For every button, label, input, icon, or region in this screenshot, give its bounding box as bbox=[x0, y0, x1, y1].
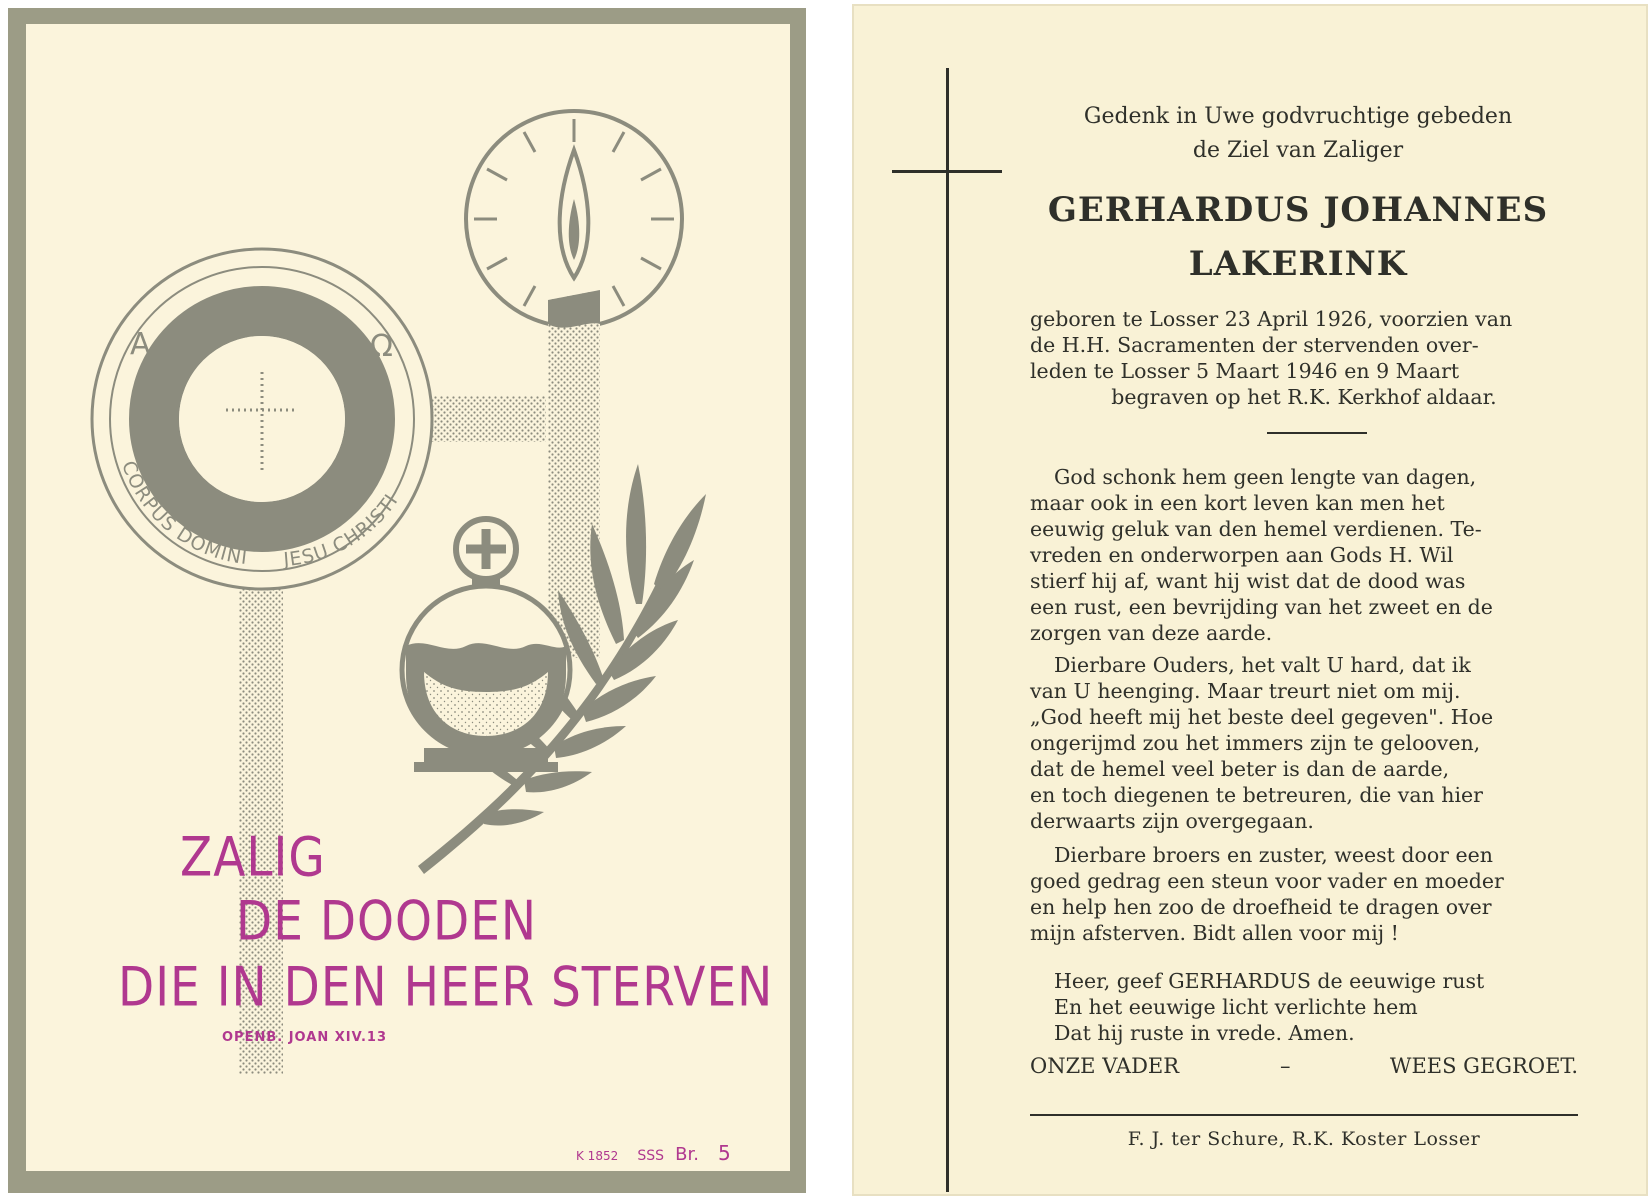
intro-line-2: de Ziel van Zaliger bbox=[1192, 138, 1404, 163]
paragraph-line: vreden en onderworpen aan Gods H. Wil bbox=[1030, 543, 1454, 567]
paragraph-line: God schonk hem geen lengte van dagen, bbox=[1054, 465, 1477, 489]
paragraph-line: stierf hij af, want hij wist dat de dood was bbox=[1030, 569, 1466, 593]
front-card bbox=[8, 8, 806, 1193]
prayer-line: Heer, geef GERHARDUS de eeuwige rust bbox=[1054, 969, 1485, 993]
cross-vertical-line bbox=[946, 68, 949, 1192]
printer-credit: F. J. ter Schure, R.K. Koster Losser bbox=[1127, 1128, 1481, 1150]
birth-death-line: geboren te Losser 23 April 1926, voorzien van bbox=[1030, 307, 1513, 331]
paragraph-line: derwaarts zijn overgegaan. bbox=[1030, 809, 1314, 833]
birth-death-line: begraven op het R.K. Kerkhof aldaar. bbox=[1111, 385, 1497, 409]
birth-death-paragraph bbox=[1030, 306, 1578, 410]
paragraph-line: „God heeft mij het beste deel gegeven". Hoe bbox=[1030, 705, 1494, 729]
birth-death-line: de H.H. Sacramenten der stervenden over- bbox=[1030, 333, 1479, 357]
deceased-name-line-1: GERHARDUS JOHANNES bbox=[1047, 190, 1549, 230]
cross-horizontal-line bbox=[892, 170, 1002, 173]
onze-vader: ONZE VADER bbox=[1030, 1054, 1180, 1078]
print-code-sss: SSS bbox=[637, 1148, 664, 1164]
prayer bbox=[1054, 968, 1484, 1046]
prayer-line: Dat hij ruste in vrede. Amen. bbox=[1054, 1021, 1355, 1045]
verse-reference: OPENB. JOAN XIV.13 bbox=[222, 1030, 387, 1045]
alpha-letter: A bbox=[130, 327, 151, 362]
paragraph-1 bbox=[1030, 464, 1578, 646]
verse-line-3: DIE IN DEN HEER STERVEN bbox=[118, 956, 774, 1020]
print-code-k: K 1852 bbox=[576, 1149, 619, 1163]
host bbox=[179, 336, 345, 502]
intro-line-1: Gedenk in Uwe godvruchtige gebeden bbox=[1083, 104, 1513, 129]
birth-death-line: leden te Losser 5 Maart 1946 en 9 Maart bbox=[1030, 359, 1460, 383]
front-card-face bbox=[26, 24, 790, 1171]
paragraph-line: zorgen van deze aarde. bbox=[1030, 621, 1273, 645]
paragraph-line: Dierbare Ouders, het valt U hard, dat ik bbox=[1054, 653, 1471, 677]
print-code-number: 5 bbox=[718, 1141, 731, 1165]
jesu-christi-text: JESU CHRISTI bbox=[282, 489, 403, 572]
print-code-br: Br. bbox=[675, 1144, 699, 1165]
paragraph-line: mijn afsterven. Bidt allen voor mij ! bbox=[1030, 921, 1399, 945]
corpus-domini-text: CORPUS DOMINI bbox=[117, 457, 250, 570]
paragraph-line: van U heenging. Maar treurt niet om mij. bbox=[1030, 679, 1461, 703]
footer-divider bbox=[1030, 1114, 1578, 1116]
section-divider bbox=[1267, 432, 1367, 434]
paragraph-line: en help hen zoo de droefheid te dragen over bbox=[1030, 895, 1492, 919]
paragraph-2 bbox=[1030, 652, 1578, 834]
paragraph-line: Dierbare broers en zuster, weest door een bbox=[1054, 843, 1493, 867]
closing-dash: – bbox=[1280, 1054, 1291, 1078]
oil-vessel-icon bbox=[402, 519, 570, 772]
paragraph-line: eeuwig geluk van den hemel verdienen. Te- bbox=[1030, 517, 1482, 541]
verse-line-1: ZALIG bbox=[180, 826, 326, 890]
paragraph-line: dat de hemel veel beter is dan de aarde, bbox=[1030, 757, 1450, 781]
omega-letter: Ω bbox=[370, 329, 393, 364]
wees-gegroet: WEES GEGROET. bbox=[1389, 1054, 1578, 1078]
print-code bbox=[576, 1141, 745, 1165]
paragraph-line: en toch diegenen te betreuren, die van hier bbox=[1030, 783, 1483, 807]
verse-line-2: DE DOODEN bbox=[236, 890, 538, 954]
deceased-name-line-2: LAKERINK bbox=[1188, 244, 1408, 284]
paragraph-line: ongerijmd zou het immers zijn te gelooven, bbox=[1030, 731, 1481, 755]
prayer-line: En het eeuwige licht verlichte hem bbox=[1054, 995, 1418, 1019]
back-card bbox=[852, 4, 1648, 1196]
paragraph-line: een rust, een bevrijding van het zweet en de bbox=[1030, 595, 1493, 619]
paragraph-3 bbox=[1030, 842, 1578, 946]
candle-icon bbox=[548, 290, 600, 658]
paragraph-line: goed gedrag een steun voor vader en moeder bbox=[1030, 869, 1504, 893]
paragraph-line: maar ook in een kort leven kan men het bbox=[1030, 491, 1445, 515]
